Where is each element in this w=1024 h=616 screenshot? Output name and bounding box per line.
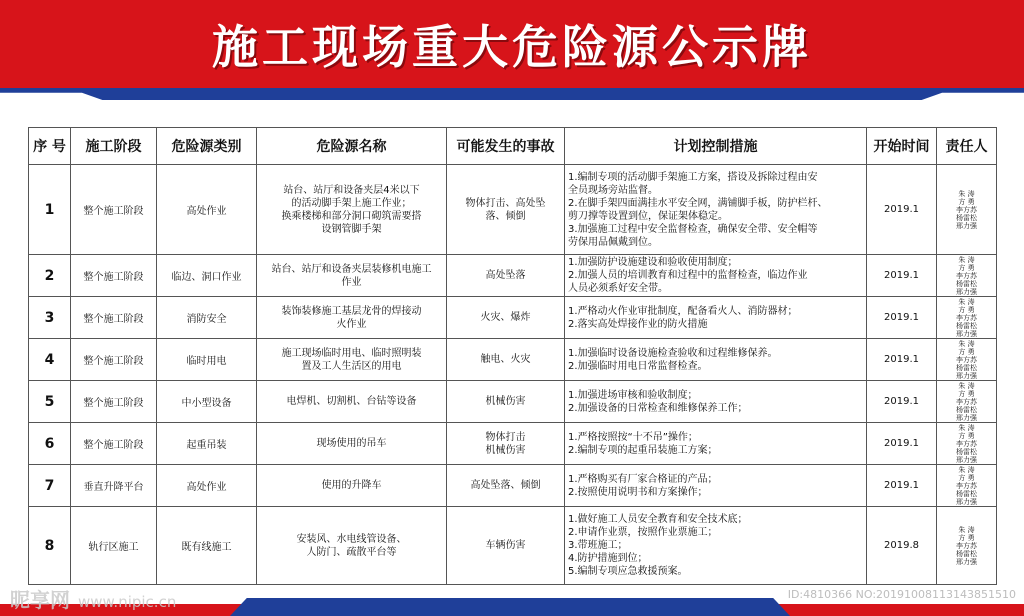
header-responsible: 责任人 — [937, 128, 997, 165]
row-responsible-line: 方 勇 — [958, 197, 975, 206]
table-body — [29, 165, 997, 585]
row-responsible-line: 方 勇 — [958, 533, 975, 542]
row-no: 1 — [29, 165, 71, 255]
row-hazard-name-line: 设钢管脚手架 — [321, 223, 382, 235]
row-responsible-line: 杨雷松 — [956, 447, 977, 456]
row-measures-line: 1.加强临时设备设施检查验收和过程维修保养。 — [568, 347, 778, 359]
row-responsible-line: 李方苏 — [956, 271, 977, 280]
row-start: 2019.1 — [867, 381, 937, 423]
row-start: 2019.1 — [867, 465, 937, 507]
row-category: 中小型设备 — [157, 381, 257, 423]
row-responsible-line: 李方苏 — [956, 355, 977, 364]
row-responsible-line: 杨雷松 — [956, 279, 977, 288]
row-responsible-line: 朱 涛 — [958, 339, 975, 348]
row-accident — [447, 381, 565, 423]
row-measures-line: 5.编制专项应急救援预案。 — [568, 566, 688, 577]
row-accident-line: 物体打击 — [485, 431, 526, 443]
row-hazard-name-line: 电焊机、切割机、台钻等设备 — [286, 396, 417, 407]
row-responsible-line: 杨雷松 — [956, 405, 977, 414]
table-row — [29, 339, 997, 381]
row-responsible — [937, 339, 997, 381]
row-hazard-name — [257, 465, 447, 507]
row-responsible-line: 朱 涛 — [958, 255, 975, 264]
header-name: 危险源名称 — [257, 128, 447, 165]
row-responsible-line: 朱 涛 — [958, 465, 975, 474]
row-responsible-line: 邢力强 — [956, 497, 977, 506]
header-no: 序 号 — [29, 128, 71, 165]
row-measures — [565, 381, 867, 423]
row-measures-line: 1.严格按照按“十不吊”操作； — [568, 431, 698, 443]
row-responsible — [937, 165, 997, 255]
row-stage: 整个施工阶段 — [71, 165, 157, 255]
row-accident-line: 触电、火灾 — [480, 354, 531, 365]
row-no: 3 — [29, 297, 71, 339]
row-hazard-name-line: 人防门、疏散平台等 — [306, 546, 397, 558]
row-measures — [565, 165, 867, 255]
row-responsible-line: 李方苏 — [956, 481, 977, 490]
table-header-row — [29, 128, 997, 165]
row-responsible — [937, 423, 997, 465]
table-row — [29, 297, 997, 339]
row-responsible-line: 朱 涛 — [958, 525, 975, 534]
row-responsible-line: 邢力强 — [956, 557, 977, 566]
row-measures-line: 4.防护措施到位； — [568, 553, 648, 564]
row-hazard-name-line: 站台、站厅和设备夹层4米以下 — [283, 184, 420, 196]
row-responsible — [937, 381, 997, 423]
header-category: 危险源类别 — [157, 128, 257, 165]
row-hazard-name-line: 施工现场临时用电、临时照明装 — [281, 347, 422, 359]
row-responsible — [937, 507, 997, 585]
row-responsible-line: 邢力强 — [956, 329, 977, 338]
row-hazard-name — [257, 423, 447, 465]
row-stage: 轨行区施工 — [71, 507, 157, 585]
row-category: 消防安全 — [157, 297, 257, 339]
row-responsible — [937, 297, 997, 339]
row-measures-line: 2.在脚手架四面满挂水平安全网，满铺脚手板，防护栏杆、 — [568, 197, 828, 209]
row-hazard-name-line: 装饰装修施工基层龙骨的焊接动 — [281, 305, 422, 317]
row-responsible-line: 邢力强 — [956, 221, 977, 230]
row-accident — [447, 339, 565, 381]
table-row — [29, 255, 997, 297]
row-category: 临时用电 — [157, 339, 257, 381]
row-measures-line: 1.严格动火作业审批制度，配备看火人、消防器材； — [568, 305, 798, 317]
row-category: 临边、洞口作业 — [157, 255, 257, 297]
row-start: 2019.1 — [867, 423, 937, 465]
row-start: 2019.8 — [867, 507, 937, 585]
row-accident-line: 火灾、爆炸 — [480, 312, 531, 323]
watermark-site: www.nipic.cn — [78, 593, 177, 611]
header-measures: 计划控制措施 — [565, 128, 867, 165]
footer-blue-bar — [230, 598, 790, 616]
row-accident-line: 机械伤害 — [485, 444, 526, 456]
row-measures-line: 剪刀撑等设置到位，保证架体稳定。 — [568, 210, 728, 222]
watermark-logo — [10, 584, 176, 613]
row-stage: 整个施工阶段 — [71, 423, 157, 465]
hazard-table — [28, 127, 997, 585]
row-responsible-line: 方 勇 — [958, 305, 975, 314]
banner-blue-stripe — [0, 88, 1024, 100]
row-responsible-line: 杨雷松 — [956, 549, 977, 558]
row-measures-line: 2.落实高处焊接作业的防火措施 — [568, 318, 708, 330]
row-hazard-name — [257, 381, 447, 423]
row-accident — [447, 255, 565, 297]
row-responsible — [937, 465, 997, 507]
row-responsible — [937, 255, 997, 297]
row-stage: 整个施工阶段 — [71, 339, 157, 381]
row-stage: 垂直升降平台 — [71, 465, 157, 507]
row-responsible-line: 朱 涛 — [958, 189, 975, 198]
row-start: 2019.1 — [867, 165, 937, 255]
row-measures-line: 2.申请作业票，按照作业票施工； — [568, 527, 718, 538]
row-measures-line: 1.加强防护设施建设和验收使用制度； — [568, 257, 738, 268]
row-measures-line: 1.严格购买有厂家合格证的产品； — [568, 473, 718, 485]
row-measures — [565, 465, 867, 507]
row-stage: 整个施工阶段 — [71, 297, 157, 339]
row-measures — [565, 255, 867, 297]
row-accident — [447, 423, 565, 465]
row-measures-line: 人员必须系好安全带。 — [568, 283, 668, 294]
row-hazard-name — [257, 507, 447, 585]
header-accident: 可能发生的事故 — [447, 128, 565, 165]
row-hazard-name-line: 火作业 — [336, 318, 367, 330]
row-responsible-line: 方 勇 — [958, 263, 975, 272]
row-start: 2019.1 — [867, 255, 937, 297]
row-measures — [565, 297, 867, 339]
row-responsible-line: 李方苏 — [956, 439, 977, 448]
row-measures-line: 劳保用品佩戴到位。 — [568, 236, 658, 248]
row-responsible-line: 李方苏 — [956, 397, 977, 406]
row-no: 6 — [29, 423, 71, 465]
row-stage: 整个施工阶段 — [71, 255, 157, 297]
row-responsible-line: 朱 涛 — [958, 297, 975, 306]
row-hazard-name — [257, 297, 447, 339]
row-responsible-line: 方 勇 — [958, 431, 975, 440]
row-category: 起重吊装 — [157, 423, 257, 465]
row-no: 4 — [29, 339, 71, 381]
row-responsible-line: 邢力强 — [956, 371, 977, 380]
row-responsible-line: 邢力强 — [956, 413, 977, 422]
row-measures-line: 2.按照使用说明书和方案操作； — [568, 486, 708, 498]
row-start: 2019.1 — [867, 297, 937, 339]
row-measures-line: 1.做好施工人员安全教育和安全技术底； — [568, 514, 748, 525]
row-responsible-line: 李方苏 — [956, 205, 977, 214]
row-no: 7 — [29, 465, 71, 507]
row-accident — [447, 507, 565, 585]
row-responsible-line: 方 勇 — [958, 347, 975, 356]
row-start: 2019.1 — [867, 339, 937, 381]
row-hazard-name-line: 的活动脚手架上施工作业； — [291, 197, 412, 209]
row-accident — [447, 165, 565, 255]
row-accident — [447, 297, 565, 339]
row-measures — [565, 339, 867, 381]
row-measures-line: 3.加强施工过程中安全监督检查，确保安全带、安全帽等 — [568, 223, 818, 235]
row-no: 5 — [29, 381, 71, 423]
row-hazard-name — [257, 339, 447, 381]
row-hazard-name-line: 作业 — [341, 276, 362, 288]
row-measures-line: 1.编制专项的活动脚手架施工方案，搭设及拆除过程由安 — [568, 171, 818, 183]
row-no: 2 — [29, 255, 71, 297]
row-responsible-line: 方 勇 — [958, 389, 975, 398]
row-accident-line: 机械伤害 — [485, 396, 526, 407]
row-responsible-line: 杨雷松 — [956, 321, 977, 330]
table-row — [29, 465, 997, 507]
row-responsible-line: 李方苏 — [956, 541, 977, 550]
table-row — [29, 507, 997, 585]
row-hazard-name-line: 换乘楼梯和部分洞口砌筑需要搭 — [281, 210, 422, 222]
row-measures-line: 全员现场旁站监督。 — [568, 184, 658, 196]
row-stage: 整个施工阶段 — [71, 381, 157, 423]
row-measures — [565, 507, 867, 585]
table-row — [29, 423, 997, 465]
row-responsible-line: 朱 涛 — [958, 423, 975, 432]
row-measures-line: 2.加强人员的培训教育和过程中的监督检查，临边作业 — [568, 270, 808, 281]
row-no: 8 — [29, 507, 71, 585]
row-accident-line: 落、倾倒 — [485, 210, 526, 222]
row-measures — [565, 423, 867, 465]
row-hazard-name-line: 使用的升降车 — [321, 480, 382, 491]
row-responsible-line: 李方苏 — [956, 313, 977, 322]
row-accident-line: 高处坠落、倾倒 — [470, 480, 541, 491]
watermark-id: ID:4810366 NO:20191008113143851510 — [787, 588, 1016, 601]
row-measures-line: 1.加强进场审核和验收制度； — [568, 389, 698, 401]
row-category: 高处作业 — [157, 165, 257, 255]
header-start: 开始时间 — [867, 128, 937, 165]
row-responsible-line: 邢力强 — [956, 287, 977, 296]
page-title: 施工现场重大危险源公示牌 — [212, 20, 812, 74]
row-measures-line: 2.加强设备的日常检查和维修保养工作； — [568, 402, 748, 414]
row-hazard-name-line: 现场使用的吊车 — [316, 438, 387, 449]
watermark-brand: 昵享网 — [10, 588, 70, 612]
row-responsible-line: 邢力强 — [956, 455, 977, 464]
row-hazard-name-line: 安装风、水电线管设备、 — [296, 533, 407, 545]
row-hazard-name — [257, 165, 447, 255]
row-measures-line: 3.带班施工； — [568, 540, 628, 551]
row-accident — [447, 465, 565, 507]
header-stage: 施工阶段 — [71, 128, 157, 165]
row-category: 既有线施工 — [157, 507, 257, 585]
row-hazard-name — [257, 255, 447, 297]
row-accident-line: 物体打击、高处坠 — [465, 197, 546, 209]
row-responsible-line: 杨雷松 — [956, 363, 977, 372]
row-category: 高处作业 — [157, 465, 257, 507]
row-responsible-line: 方 勇 — [958, 473, 975, 482]
row-responsible-line: 杨雷松 — [956, 489, 977, 498]
row-accident-line: 高处坠落 — [485, 270, 526, 281]
table-row — [29, 381, 997, 423]
row-hazard-name-line: 站台、站厅和设备夹层装修机电施工 — [271, 263, 432, 275]
row-measures-line: 2.编制专项的起重吊装施工方案； — [568, 444, 718, 456]
row-responsible-line: 朱 涛 — [958, 381, 975, 390]
table-row — [29, 165, 997, 255]
row-accident-line: 车辆伤害 — [485, 540, 526, 551]
row-hazard-name-line: 置及工人生活区的用电 — [301, 360, 402, 372]
row-measures-line: 2.加强临时用电日常监督检查。 — [568, 360, 708, 372]
row-responsible-line: 杨雷松 — [956, 213, 977, 222]
